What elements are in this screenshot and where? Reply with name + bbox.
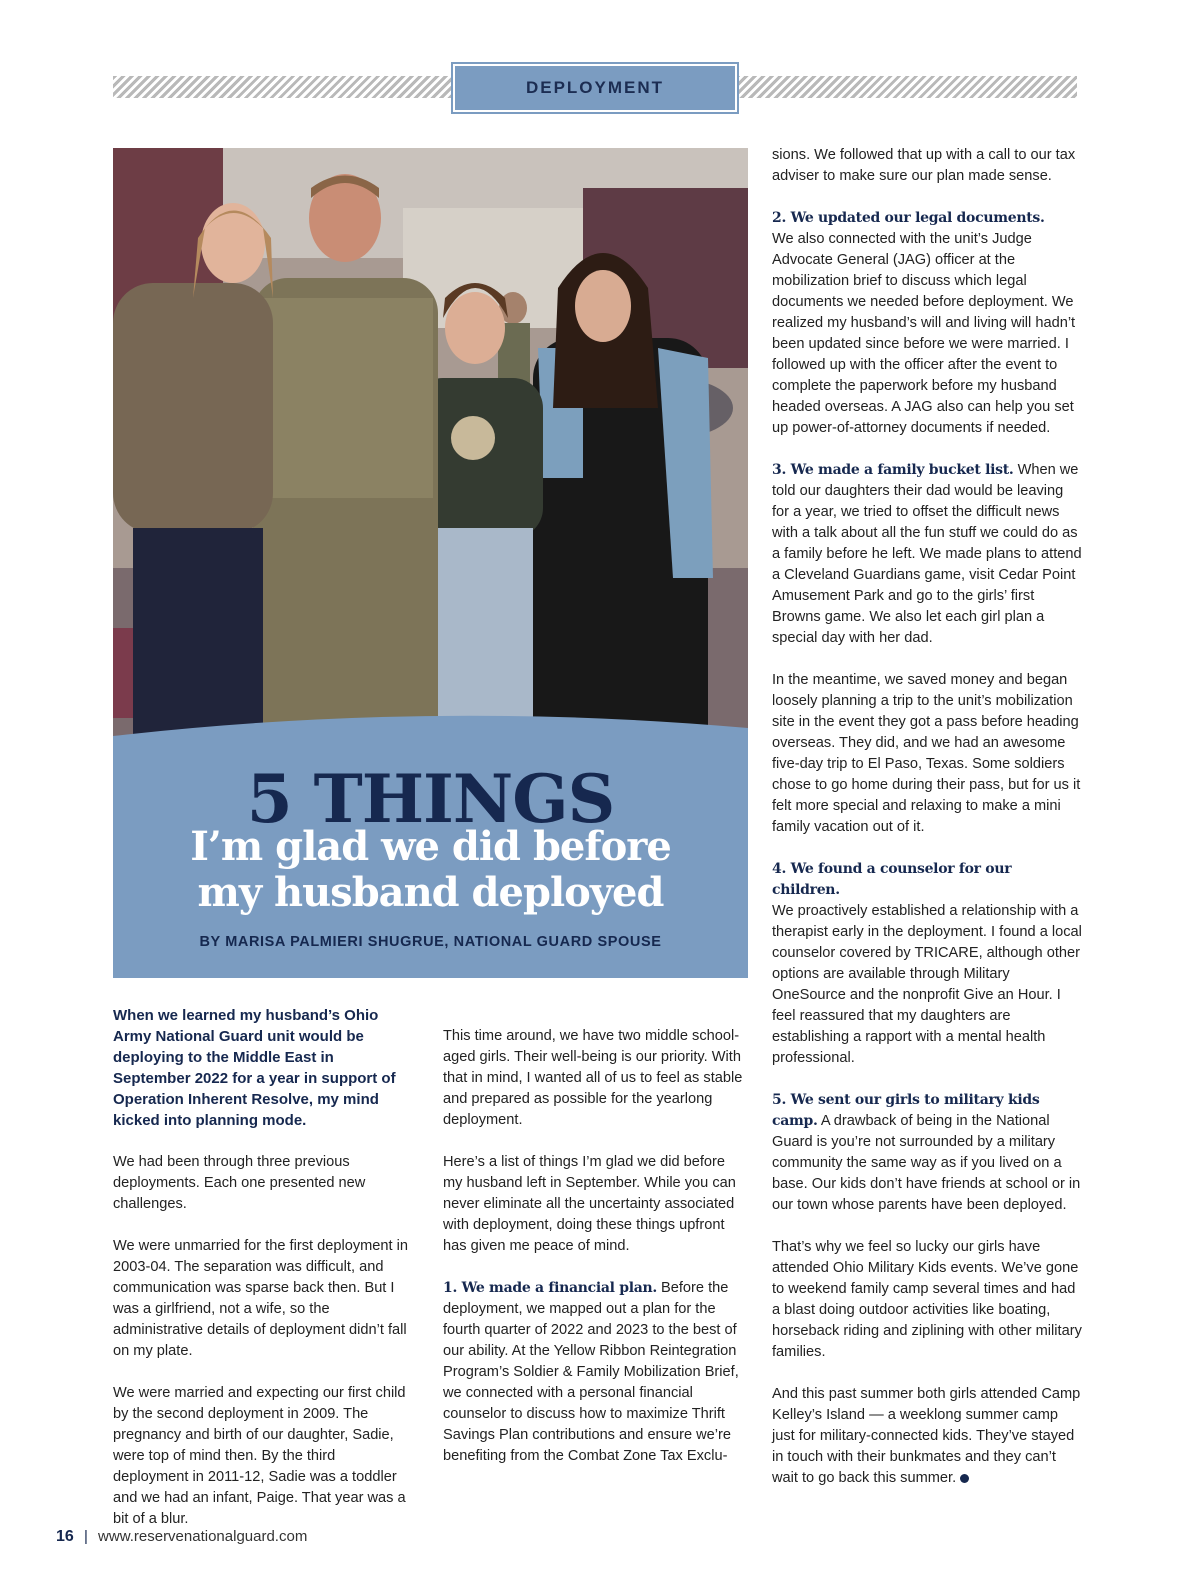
subheadline: [113, 824, 748, 916]
article-column-1: [113, 1005, 413, 1551]
paragraph: Here’s a list of things I’m glad we did before my husband left in September. While you can never eliminate all the uncertainty associated with deployment, doing these things upfront has given me peace of mind.: [443, 1154, 736, 1254]
title-panel: [113, 740, 748, 978]
paragraph: We were married and expecting our first child by the second deployment in 2009. The pregnancy and birth of our daughter, Sadie, were top of mind then. By the third deployment in 2011-12, Sadie was a toddler and we had an infant, Paige. That year was a bit of a blur.: [113, 1385, 406, 1527]
paragraph-text: And this past summer both girls attended Camp Kelley’s Island — a weeklong summer camp just for military-connected kids. They’ve stayed in touch with their bunkmates and they can’t wait to go back this summer.: [772, 1386, 1081, 1486]
paragraph-kids-camp: [772, 1090, 1082, 1216]
paragraph: sions. We followed that up with a call to our tax adviser to make sure our plan made sense.: [772, 147, 1076, 184]
lede-paragraph: When we learned my husband’s Ohio Army National Guard unit would be deploying to the Middle East in September 2022 for a year in support of Operation Inherent Resolve, my mind kicked into planning mode.: [113, 1007, 396, 1129]
title-panel-curve: [113, 710, 748, 742]
heading-counselor: 4. We found a counselor for our children.: [772, 861, 1012, 898]
family-photo: [113, 148, 748, 768]
page-number: 16: [56, 1528, 74, 1545]
paragraph: In the meantime, we saved money and began loosely planning a trip to the unit’s mobilization site in the event they got a pass before heading overseas. They did, and we had an awesome five-day trip to El Paso, Texas. Some soldiers chose to go home during their pass, but for us it felt more special and relaxing to make a mini family vacation out of it.: [772, 672, 1081, 835]
paragraph: We had been through three previous deployments. Each one presented new challenges.: [113, 1154, 366, 1212]
subheadline-line1: I’m glad we did before: [190, 823, 671, 870]
header-hatch-right: [736, 76, 1077, 98]
footer-url[interactable]: www.reservenationalguard.com: [98, 1528, 308, 1545]
paragraph: We were unmarried for the first deployment in 2003-04. The separation was difficult, and communication was sparse back then. But I was a girlfriend, not a wife, so the administrative details of deployment didn’t fall on my plate.: [113, 1238, 408, 1359]
subheadline-line2: my husband deployed: [197, 869, 664, 916]
paragraph-text: We proactively established a relationship with a therapist early in the deployment. I found a local counselor covered by TRICARE, although other options are available through Military OneSource and the nonprofit Give an Hour. I feel reassured that my daughters are establishing a rapport with a mental health professional.: [772, 903, 1082, 1066]
article-column-3: [772, 145, 1082, 1510]
end-mark-icon: [960, 1474, 969, 1483]
byline: BY MARISA PALMIERI SHUGRUE, NATIONAL GUARD SPOUSE: [199, 934, 662, 950]
paragraph-counselor: [772, 859, 1082, 1069]
paragraph-final: [772, 1384, 1082, 1489]
heading-legal-documents: 2. We updated our legal documents.: [772, 210, 1045, 226]
paragraph: This time around, we have two middle school-aged girls. Their well-being is our priority. With that in mind, I wanted all of us to feel as stable and prepared as possible for the yearlong deployment.: [443, 1028, 743, 1128]
paragraph-financial-plan: [443, 1278, 748, 1467]
header-hatch-left: [113, 76, 455, 98]
article-column-2: [443, 1026, 748, 1488]
heading-financial-plan: 1. We made a financial plan.: [443, 1280, 657, 1296]
headline: 5 THINGS: [246, 760, 615, 838]
page-footer: [56, 1528, 307, 1546]
paragraph: That’s why we feel so lucky our girls have attended Ohio Military Kids events. We’ve gone to weekend family camp several times and had a blast doing outdoor activities like boating, horseback riding and ziplining with other military families.: [772, 1239, 1082, 1360]
paragraph-text: We also connected with the unit’s Judge Advocate General (JAG) officer at the mobilization brief to discuss which legal documents we needed before deployment. We realized my husband’s will and living will hadn’t been updated since before we were married. I followed up with the officer after the event to complete the paperwork before my husband headed overseas. A JAG also can help you set up power-of-attorney documents if needed.: [772, 231, 1076, 436]
photo-illustration: [113, 148, 748, 768]
heading-bucket-list: 3. We made a family bucket list.: [772, 462, 1014, 478]
heading-kids-camp: 5. We sent our girls to military kids camp.: [772, 1092, 1040, 1129]
footer-separator: |: [83, 1528, 88, 1545]
paragraph-bucket-list: [772, 460, 1082, 649]
section-tag: DEPLOYMENT: [453, 64, 737, 112]
paragraph-text: Before the deployment, we mapped out a plan for the fourth quarter of 2022 and 2023 to the best of our ability. At the Yellow Ribbon Reintegration Program’s Soldier & Family Mobilization Brief, we connected with a personal financial counselor to discuss how to maximize Thrift Savings Plan contributions and ensure we’re benefiting from the Combat Zone Tax Exclu-: [443, 1280, 739, 1464]
paragraph-text: A drawback of being in the National Guard is you’re not surrounded by a military community the same way as if you lived on a base. Our kids don’t have friends at school or in our town whose parents have been deployed.: [772, 1113, 1081, 1213]
paragraph-text: When we told our daughters their dad would be leaving for a year, we tried to offset the difficult news with a talk about all the fun stuff we could do as a family before he left. We made plans to attend a Cleveland Guardians game, visit Cedar Point Amusement Park and go to the girls’ first Browns game. We also let each girl plan a special day with her dad.: [772, 462, 1082, 646]
paragraph-legal-documents: [772, 208, 1082, 439]
